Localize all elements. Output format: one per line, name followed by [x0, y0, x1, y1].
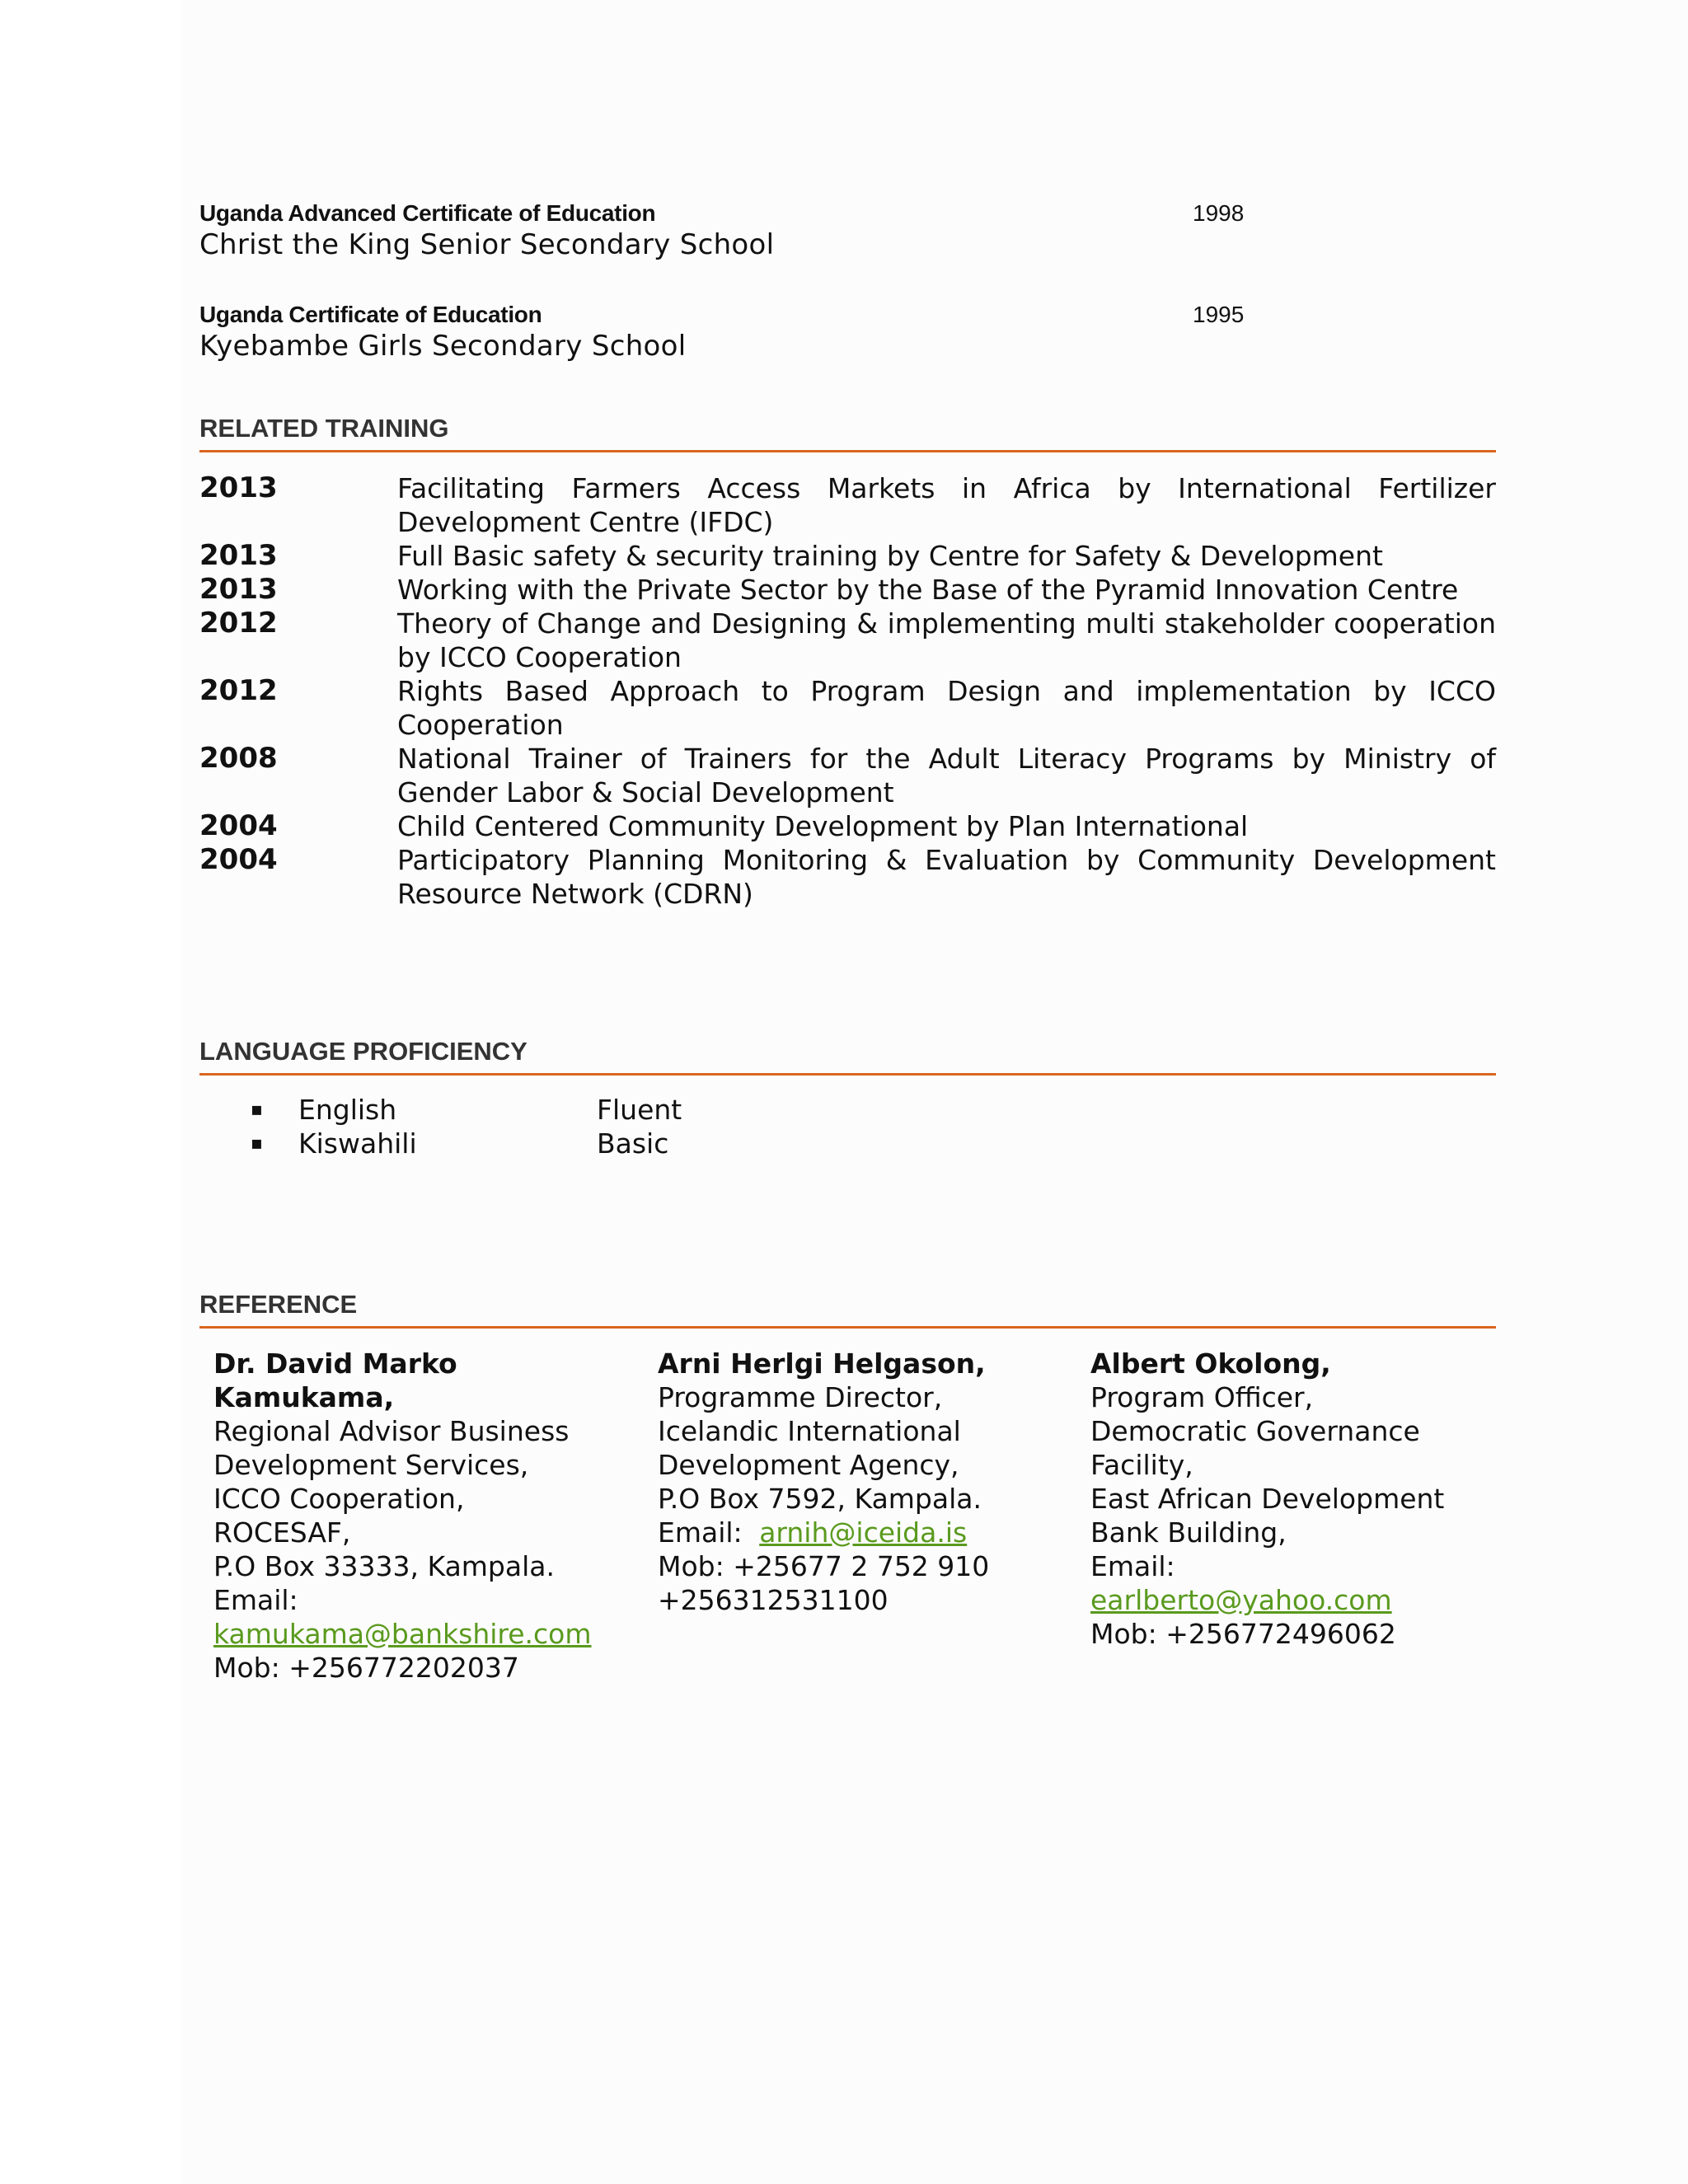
section-heading-training: RELATED TRAINING: [199, 414, 1496, 452]
reference-email-link[interactable]: arnih@iceida.is: [759, 1516, 968, 1549]
reference-detail: Programme Director,: [658, 1381, 943, 1413]
training-description: Child Centered Community Development by Plan International: [397, 810, 1249, 842]
training-description: Theory of Change and Designing & implementing multi stakeholder cooperation by ICCO Cooperation: [397, 607, 1496, 673]
reference-name: Arni Herlgi Helgason,: [658, 1347, 986, 1380]
reference-detail: P.O Box 33333, Kampala.: [213, 1550, 555, 1582]
reference-card: [213, 1347, 592, 1685]
training-description: Rights Based Approach to Program Design and implementation by ICCO Cooperation: [397, 675, 1496, 741]
training-item: [199, 674, 1496, 742]
language-level: Basic: [597, 1127, 669, 1160]
reference-mobile: Mob: +25677 2 752 910: [658, 1550, 990, 1582]
training-year: 2012: [199, 607, 278, 640]
reference-phone: +256312531100: [658, 1584, 889, 1616]
section-heading-reference: REFERENCE: [199, 1290, 1496, 1329]
reference-detail: Regional Advisor Business: [213, 1415, 570, 1447]
training-year: 2004: [199, 843, 278, 876]
bullet-icon: ▪: [251, 1099, 263, 1120]
language-level: Fluent: [597, 1094, 682, 1126]
reference-detail: Democratic Governance: [1090, 1415, 1420, 1447]
reference-detail: Development Agency,: [658, 1449, 959, 1481]
reference-detail: Bank Building,: [1090, 1516, 1287, 1549]
certificate-title: Uganda Certificate of Education: [199, 302, 542, 327]
reference-detail: ROCESAF,: [213, 1516, 351, 1549]
training-description: Facilitating Farmers Access Markets in Africa by International Fertilizer Development Centre (IFDC): [397, 472, 1496, 538]
reference-mobile: Mob: +256772202037: [213, 1652, 519, 1684]
training-item: [199, 471, 1496, 539]
training-item: [199, 607, 1496, 674]
reference-email-row: [658, 1516, 989, 1549]
reference-detail: Facility,: [1090, 1449, 1193, 1481]
training-year: 2008: [199, 742, 278, 775]
reference-detail: East African Development: [1090, 1483, 1445, 1515]
reference-detail: ICCO Cooperation,: [213, 1483, 465, 1515]
reference-email-link[interactable]: kamukama@bankshire.com: [213, 1618, 592, 1650]
training-description: National Trainer of Trainers for the Adult Literacy Programs by Ministry of Gender Labor & Social Development: [397, 743, 1496, 808]
certificate-year: 1995: [1193, 302, 1245, 327]
bullet-icon: ▪: [251, 1133, 263, 1154]
reference-card: [658, 1347, 989, 1617]
training-description: Full Basic safety & security training by Centre for Safety & Development: [397, 540, 1383, 572]
training-description: Working with the Private Sector by the Base of the Pyramid Innovation Centre: [397, 574, 1459, 606]
training-item: [199, 573, 1496, 607]
reference-detail: Email:: [213, 1584, 298, 1616]
school-name: Christ the King Senior Secondary School: [199, 228, 775, 261]
reference-name: Albert Okolong,: [1090, 1347, 1331, 1380]
training-item: [199, 742, 1496, 809]
reference-detail: Development Services,: [213, 1449, 529, 1481]
training-item: [199, 843, 1496, 911]
training-year: 2013: [199, 471, 278, 504]
training-year: 2013: [199, 573, 278, 606]
section-heading-languages: LANGUAGE PROFICIENCY: [199, 1037, 1496, 1076]
training-year: 2004: [199, 809, 278, 842]
reference-email-link[interactable]: earlberto@yahoo.com: [1090, 1584, 1392, 1616]
language-item: [199, 1093, 1024, 1127]
training-year: 2012: [199, 674, 278, 707]
language-name: English: [298, 1094, 397, 1126]
certificate-title: Uganda Advanced Certificate of Education: [199, 200, 656, 226]
reference-mobile: Mob: +256772496062: [1090, 1618, 1396, 1650]
training-year: 2013: [199, 539, 278, 572]
language-list: [199, 1093, 1024, 1160]
training-item: [199, 539, 1496, 573]
reference-detail: Program Officer,: [1090, 1381, 1314, 1413]
reference-detail: P.O Box 7592, Kampala.: [658, 1483, 982, 1515]
reference-name: Dr. David Marko: [213, 1347, 457, 1380]
training-description: Participatory Planning Monitoring & Evaluation by Community Development Resource Network (CDRN): [397, 844, 1496, 910]
training-list: [199, 471, 1496, 911]
reference-detail: Icelandic International: [658, 1415, 961, 1447]
training-item: [199, 809, 1496, 843]
email-label: Email:: [658, 1516, 743, 1549]
certificate-year: 1998: [1193, 200, 1245, 226]
language-name: Kiswahili: [298, 1127, 417, 1160]
reference-name-continued: Kamukama,: [213, 1381, 395, 1413]
reference-card: [1090, 1347, 1444, 1651]
language-item: [199, 1127, 1024, 1160]
school-name: Kyebambe Girls Secondary School: [199, 330, 687, 363]
reference-detail: Email:: [1090, 1550, 1175, 1582]
